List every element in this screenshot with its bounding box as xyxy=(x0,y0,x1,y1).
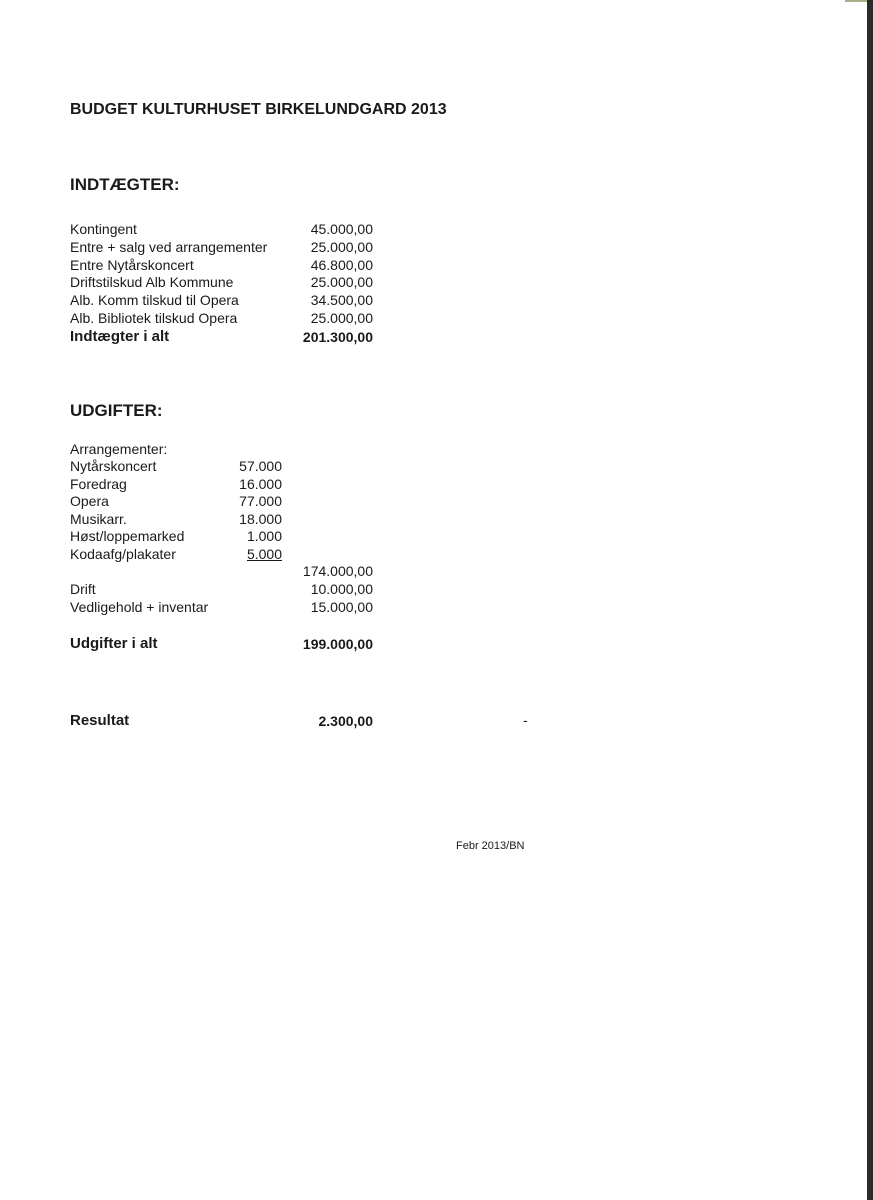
income-item-amount: 25.000,00 xyxy=(310,274,373,290)
income-total-amount: 201.300,00 xyxy=(302,329,373,345)
result-amount: 2.300,00 xyxy=(318,713,373,729)
event-amount: 18.000 xyxy=(239,511,282,527)
income-item-amount: 45.000,00 xyxy=(310,221,373,237)
income-item-amount: 25.000,00 xyxy=(310,239,373,255)
result-mark: - xyxy=(523,712,528,728)
income-total-label: Indtægter i alt xyxy=(70,328,170,345)
expense-item-amount: 15.000,00 xyxy=(310,599,373,615)
scan-edge xyxy=(867,0,873,1200)
income-item-label: Driftstilskud Alb Kommune xyxy=(70,274,234,290)
income-item-amount: 34.500,00 xyxy=(310,292,373,308)
income-item-label: Entre Nytårskoncert xyxy=(70,257,194,273)
expenses-total-label: Udgifter i alt xyxy=(70,635,158,652)
expense-item-label: Drift xyxy=(70,581,96,597)
income-item-label: Entre + salg ved arrangementer xyxy=(70,239,268,255)
event-label: Høst/loppemarked xyxy=(70,528,185,544)
income-item-label: Alb. Komm tilskud til Opera xyxy=(70,292,239,308)
event-amount: 1.000 xyxy=(246,528,282,544)
event-amount: 5.000 xyxy=(246,546,282,562)
income-item-amount: 46.800,00 xyxy=(310,257,373,273)
document-title: BUDGET KULTURHUSET BIRKELUNDGARD 2013 xyxy=(70,101,447,118)
event-label: Opera xyxy=(70,493,109,509)
events-total-amount: 174.000,00 xyxy=(302,563,373,579)
result-label: Resultat xyxy=(70,712,130,729)
footer-note: Febr 2013/BN xyxy=(456,840,525,852)
event-amount: 77.000 xyxy=(239,493,282,509)
events-label: Arrangementer: xyxy=(70,441,168,457)
income-item-label: Alb. Bibliotek tilskud Opera xyxy=(70,310,238,326)
event-amount: 57.000 xyxy=(239,458,282,474)
expenses-heading: UDGIFTER: xyxy=(70,401,163,420)
event-amount: 16.000 xyxy=(239,476,282,492)
scan-edge-mark xyxy=(845,0,867,2)
income-item-amount: 25.000,00 xyxy=(310,310,373,326)
expenses-total-amount: 199.000,00 xyxy=(302,636,373,652)
income-heading: INDTÆGTER: xyxy=(70,175,180,194)
event-label: Foredrag xyxy=(70,476,127,492)
income-item-label: Kontingent xyxy=(70,221,137,237)
event-label: Musikarr. xyxy=(70,511,127,527)
event-label: Kodaafg/plakater xyxy=(70,546,176,562)
expense-item-amount: 10.000,00 xyxy=(310,581,373,597)
expense-item-label: Vedligehold + inventar xyxy=(70,599,209,615)
event-label: Nytårskoncert xyxy=(70,458,157,474)
